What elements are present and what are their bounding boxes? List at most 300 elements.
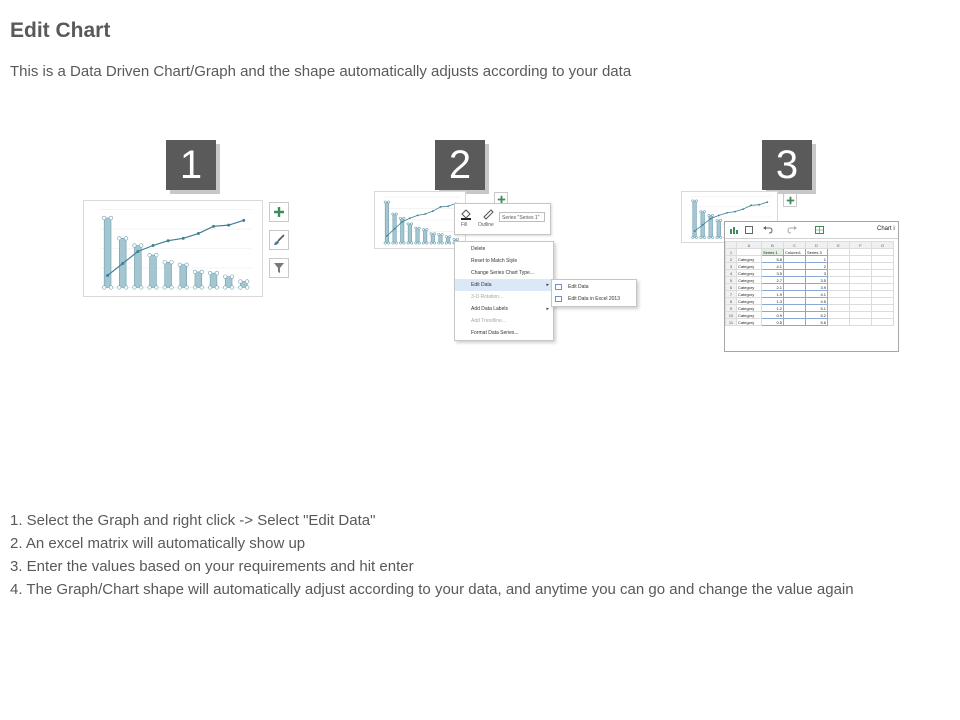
- bar: [408, 224, 411, 243]
- line-point: [718, 215, 720, 217]
- bar-handle: [392, 242, 394, 244]
- line-point: [726, 212, 728, 214]
- table-cell[interactable]: 4.1: [762, 263, 784, 270]
- bar-handle: [410, 242, 412, 244]
- table-cell[interactable]: 3.5: [762, 270, 784, 277]
- table-cell[interactable]: 3.5: [806, 277, 828, 284]
- table-cell[interactable]: [850, 298, 872, 305]
- bar-handle: [399, 217, 401, 219]
- line-point: [440, 206, 442, 208]
- table-cell[interactable]: [850, 277, 872, 284]
- bar-handle: [139, 244, 143, 248]
- bar-handle: [124, 237, 128, 241]
- bar-handle: [711, 214, 713, 216]
- bar-handle: [395, 242, 397, 244]
- line-point: [409, 217, 411, 219]
- table-cell[interactable]: [828, 291, 850, 298]
- bar-handle: [193, 286, 197, 290]
- table-cell[interactable]: Series 1: [762, 249, 784, 256]
- bar-handle: [395, 213, 397, 215]
- table-cell[interactable]: [872, 256, 894, 263]
- bar-handle: [426, 242, 428, 244]
- context-menu-items: [455, 242, 553, 340]
- bar-handle: [422, 242, 424, 244]
- bar-handle: [133, 244, 137, 248]
- table-cell[interactable]: [850, 305, 872, 312]
- bar-handle: [415, 242, 417, 244]
- bar-handle: [449, 242, 451, 244]
- bar-handle: [430, 242, 432, 244]
- submenu-item-label: Edit Data: [568, 284, 589, 290]
- table-cell[interactable]: [828, 305, 850, 312]
- bar: [210, 273, 217, 287]
- context-menu: [454, 241, 554, 341]
- bar-handle: [418, 242, 420, 244]
- line-point: [710, 218, 712, 220]
- column-header[interactable]: F: [850, 242, 872, 249]
- excel-data-window[interactable]: [724, 221, 899, 352]
- line-point: [394, 228, 396, 230]
- table-cell[interactable]: 5.8: [762, 256, 784, 263]
- submenu-item-edit-data[interactable]: [552, 281, 636, 293]
- table-cell[interactable]: 0.5: [762, 319, 784, 326]
- context-menu-item: [455, 315, 553, 327]
- table-cell[interactable]: [784, 305, 806, 312]
- table-cell[interactable]: [828, 284, 850, 291]
- column-header[interactable]: A: [737, 242, 762, 249]
- line-point: [742, 208, 744, 210]
- table-row: [726, 312, 894, 319]
- bar-handle: [403, 242, 405, 244]
- bar-handle: [392, 213, 394, 215]
- bar: [165, 262, 172, 287]
- corner-cell[interactable]: [726, 242, 737, 249]
- redo-icon[interactable]: [787, 226, 797, 234]
- table-cell[interactable]: [850, 249, 872, 256]
- table-cell[interactable]: 5.2: [806, 312, 828, 319]
- bar: [717, 220, 721, 237]
- table-cell[interactable]: [850, 291, 872, 298]
- table-cell[interactable]: [850, 312, 872, 319]
- table-cell[interactable]: 5.1: [806, 305, 828, 312]
- table-cell[interactable]: [784, 256, 806, 263]
- chart-filters-button[interactable]: [269, 258, 289, 278]
- table-cell[interactable]: [784, 312, 806, 319]
- bar-handle: [410, 223, 412, 225]
- bar-handle: [403, 217, 405, 219]
- table-cell[interactable]: [872, 249, 894, 256]
- table-cell[interactable]: 0.9: [762, 312, 784, 319]
- bar: [416, 228, 419, 243]
- bar-handle: [239, 280, 243, 284]
- bar-handle: [716, 236, 718, 238]
- line-point: [401, 221, 403, 223]
- submenu-arrow-icon: ▸: [546, 282, 549, 288]
- table-cell[interactable]: 1.9: [762, 291, 784, 298]
- context-menu-item-label: Format Data Series...: [471, 330, 519, 336]
- plus-icon: [786, 196, 795, 205]
- table-cell[interactable]: Category: [737, 270, 762, 277]
- plus-icon: [273, 206, 285, 218]
- bar: [423, 230, 426, 243]
- row-number[interactable]: 2: [726, 256, 737, 263]
- bar-handle: [109, 216, 113, 220]
- bar-handle: [695, 236, 697, 238]
- bar-handle: [388, 201, 390, 203]
- bar-handle: [185, 286, 189, 290]
- table-cell[interactable]: [872, 312, 894, 319]
- bar-handle: [716, 219, 718, 221]
- table-cell[interactable]: [872, 284, 894, 291]
- table-cell[interactable]: 5.6: [806, 319, 828, 326]
- row-number[interactable]: 5: [726, 277, 737, 284]
- table-cell[interactable]: [784, 319, 806, 326]
- table-cell[interactable]: Category: [737, 284, 762, 291]
- table-row: [726, 277, 894, 284]
- row-number[interactable]: 11: [726, 319, 737, 326]
- bar-handle: [102, 216, 106, 220]
- table-row: [726, 284, 894, 291]
- bar-handle: [139, 286, 143, 290]
- table-cell[interactable]: 3.9: [806, 284, 828, 291]
- line-point: [197, 232, 200, 235]
- chart-icon: [730, 226, 738, 234]
- brush-icon: [273, 234, 285, 246]
- bar-handle: [200, 286, 204, 290]
- submenu-item-edit-data-excel[interactable]: [552, 293, 636, 305]
- edit-data-submenu: [551, 279, 637, 307]
- bar-handle: [692, 236, 694, 238]
- line-point: [182, 237, 185, 240]
- bar-handle: [215, 271, 219, 275]
- line-point: [758, 204, 760, 206]
- row-number[interactable]: 9: [726, 305, 737, 312]
- table-cell[interactable]: [850, 270, 872, 277]
- row-number[interactable]: 6: [726, 284, 737, 291]
- line-point: [694, 230, 696, 232]
- pen-icon: [482, 209, 494, 220]
- table-cell[interactable]: [850, 284, 872, 291]
- page-title: Edit Chart: [10, 19, 111, 42]
- table-cell[interactable]: 1.3: [762, 298, 784, 305]
- bar-handle: [399, 242, 401, 244]
- table-row: [726, 319, 894, 326]
- step-3-chart-elements-button[interactable]: [783, 193, 797, 207]
- bar-handle: [700, 211, 702, 213]
- line-point: [121, 262, 124, 265]
- bar-handle: [245, 286, 249, 290]
- bar-handle: [109, 286, 113, 290]
- submenu-item-label: Edit Data in Excel 2013: [568, 296, 620, 302]
- table-cell[interactable]: [784, 277, 806, 284]
- line-point: [386, 235, 388, 237]
- bar-handle: [720, 236, 722, 238]
- step-1-chart-frame[interactable]: [83, 200, 263, 297]
- line-point: [227, 224, 230, 227]
- table-cell[interactable]: [850, 263, 872, 270]
- table-cell[interactable]: [828, 270, 850, 277]
- line-point: [106, 274, 109, 277]
- line-series: [108, 220, 244, 275]
- context-menu-item[interactable]: [455, 279, 553, 291]
- context-menu-item[interactable]: [455, 327, 553, 339]
- line-point: [424, 213, 426, 215]
- bar: [104, 218, 111, 288]
- bar-handle: [438, 242, 440, 244]
- column-header[interactable]: D: [806, 242, 828, 249]
- table-cell[interactable]: [828, 298, 850, 305]
- table-cell[interactable]: Category: [737, 312, 762, 319]
- table-cell[interactable]: Category: [737, 263, 762, 270]
- table-cell[interactable]: [784, 284, 806, 291]
- table-icon: [555, 284, 562, 290]
- table-row: [726, 305, 894, 312]
- step-1-badge: 1: [166, 140, 216, 190]
- undo-icon[interactable]: [763, 226, 773, 234]
- bar: [150, 255, 157, 287]
- table-cell[interactable]: Category: [737, 291, 762, 298]
- table-cell[interactable]: [828, 256, 850, 263]
- bar-handle: [118, 237, 122, 241]
- instruction-1: 1. Select the Graph and right click -> Select "Edit Data": [10, 512, 376, 529]
- bar-handle: [223, 275, 227, 279]
- bar-handle: [230, 286, 234, 290]
- table-cell[interactable]: Series 3: [806, 249, 828, 256]
- context-menu-item-label: 3-D Rotation...: [471, 294, 504, 300]
- line-point: [432, 210, 434, 212]
- submenu-arrow-icon: ▸: [546, 306, 549, 312]
- column-header-row: [726, 242, 894, 249]
- table-cell[interactable]: Category: [737, 277, 762, 284]
- table-row: [726, 249, 894, 256]
- instruction-4: 4. The Graph/Chart shape will automatically adjust according to your data, and anytime you can go and change the value again: [10, 581, 854, 598]
- save-icon[interactable]: [745, 226, 753, 234]
- bar: [195, 272, 202, 288]
- step-1-chart[interactable]: [84, 201, 262, 296]
- chart-elements-button[interactable]: [269, 202, 289, 222]
- step-2-chart[interactable]: [375, 192, 468, 248]
- row-number[interactable]: 4: [726, 270, 737, 277]
- bar-handle: [426, 228, 428, 230]
- bar-handle: [692, 200, 694, 202]
- line-point: [151, 244, 154, 247]
- table-cell[interactable]: 4.1: [806, 291, 828, 298]
- line-point: [766, 201, 768, 203]
- step-3-badge: 3: [762, 140, 812, 190]
- table-cell[interactable]: Category: [737, 298, 762, 305]
- paint-bucket-icon: [460, 209, 472, 220]
- table-cell[interactable]: [872, 277, 894, 284]
- instruction-2: 2. An excel matrix will automatically show up: [10, 535, 306, 552]
- table-cell[interactable]: [872, 305, 894, 312]
- table-cell[interactable]: [737, 249, 762, 256]
- chart-styles-button[interactable]: [269, 230, 289, 250]
- bar-handle: [430, 233, 432, 235]
- table-cell[interactable]: [784, 263, 806, 270]
- outline-label: Outline: [478, 222, 494, 228]
- table-row: [726, 263, 894, 270]
- context-menu-item-label: Change Series Chart Type...: [471, 270, 534, 276]
- excel-grid-icon[interactable]: [815, 226, 824, 234]
- line-point: [702, 224, 704, 226]
- bar-handle: [124, 286, 128, 290]
- table-cell[interactable]: [784, 298, 806, 305]
- bar-handle: [384, 201, 386, 203]
- table-cell[interactable]: Category: [737, 319, 762, 326]
- column-header[interactable]: E: [828, 242, 850, 249]
- bar-handle: [215, 286, 219, 290]
- context-menu-item-label: Edit Data: [471, 282, 492, 288]
- line-point: [447, 205, 449, 207]
- context-menu-item-label: Reset to Match Style: [471, 258, 518, 264]
- bar-handle: [708, 236, 710, 238]
- table-cell[interactable]: [784, 270, 806, 277]
- context-menu-item[interactable]: [455, 243, 553, 255]
- table-cell[interactable]: 2: [806, 263, 828, 270]
- row-number[interactable]: 3: [726, 263, 737, 270]
- bar-handle: [441, 233, 443, 235]
- bar-handle: [433, 242, 435, 244]
- context-menu-item[interactable]: [455, 267, 553, 279]
- row-number[interactable]: 7: [726, 291, 737, 298]
- line-point: [242, 219, 245, 222]
- column-header[interactable]: G: [872, 242, 894, 249]
- bar-handle: [438, 233, 440, 235]
- line-point: [167, 239, 170, 242]
- bar-handle: [155, 253, 159, 257]
- bar-handle: [163, 286, 167, 290]
- bar-handle: [208, 271, 212, 275]
- table-cell[interactable]: [784, 291, 806, 298]
- table-cell[interactable]: 1.2: [762, 305, 784, 312]
- bar-handle: [441, 242, 443, 244]
- table-cell[interactable]: [850, 319, 872, 326]
- table-cell[interactable]: [828, 263, 850, 270]
- line-point: [212, 225, 215, 228]
- bar-handle: [245, 280, 249, 284]
- column-header[interactable]: C: [784, 242, 806, 249]
- format-toolbar: [454, 203, 551, 235]
- table-cell[interactable]: [872, 319, 894, 326]
- table-cell[interactable]: 2.1: [762, 284, 784, 291]
- table-cell[interactable]: [828, 312, 850, 319]
- context-menu-item-label: Delete: [471, 246, 486, 252]
- table-cell[interactable]: 3: [806, 270, 828, 277]
- table-cell[interactable]: [872, 298, 894, 305]
- bar-handle: [449, 236, 451, 238]
- bar-handle: [407, 242, 409, 244]
- row-number[interactable]: 8: [726, 298, 737, 305]
- line-point: [136, 250, 139, 253]
- bar: [180, 265, 187, 288]
- filter-icon: [273, 262, 285, 274]
- fill-label: Fill: [461, 222, 468, 228]
- table-row: [726, 298, 894, 305]
- table-icon: [555, 296, 562, 302]
- bar-handle: [239, 286, 243, 290]
- bar-handle: [720, 219, 722, 221]
- bar-handle: [711, 236, 713, 238]
- table-cell[interactable]: 1: [806, 256, 828, 263]
- table-cell[interactable]: [872, 263, 894, 270]
- context-menu-item-label: Add Trendline...: [471, 318, 507, 324]
- bar-handle: [200, 270, 204, 274]
- table-row: [726, 291, 894, 298]
- context-menu-item[interactable]: [455, 303, 553, 315]
- bar-handle: [703, 211, 705, 213]
- excel-grid[interactable]: [725, 241, 894, 326]
- bar-handle: [415, 227, 417, 229]
- bar-handle: [384, 242, 386, 244]
- bar-handle: [133, 286, 137, 290]
- bar-handle: [223, 286, 227, 290]
- bar-handle: [163, 261, 167, 265]
- step-2-badge: 2: [435, 140, 485, 190]
- table-cell[interactable]: Category: [737, 305, 762, 312]
- series-select[interactable]: [499, 212, 545, 222]
- context-menu-item-label: Add Data Labels: [471, 306, 508, 312]
- bar-handle: [703, 236, 705, 238]
- context-menu-item[interactable]: [455, 255, 553, 267]
- bar-handle: [695, 200, 697, 202]
- row-number[interactable]: 10: [726, 312, 737, 319]
- bar-handle: [148, 286, 152, 290]
- table-cell[interactable]: [872, 291, 894, 298]
- table-cell[interactable]: [828, 277, 850, 284]
- column-header[interactable]: B: [762, 242, 784, 249]
- bar: [385, 202, 388, 243]
- bar-handle: [208, 286, 212, 290]
- bar-handle: [170, 261, 174, 265]
- step-2-chart-frame[interactable]: [374, 191, 466, 249]
- series-select-label: Series "Series 1": [502, 215, 540, 221]
- context-menu-item: [455, 291, 553, 303]
- bar-handle: [102, 286, 106, 290]
- bar-handle: [388, 242, 390, 244]
- line-point: [750, 204, 752, 206]
- table-cell[interactable]: [828, 249, 850, 256]
- table-row: [726, 256, 894, 263]
- table-cell[interactable]: Column1: [784, 249, 806, 256]
- excel-titlebar: [725, 222, 898, 239]
- instruction-3: 3. Enter the values based on your requirements and hit enter: [10, 558, 414, 575]
- table-cell[interactable]: 2.7: [762, 277, 784, 284]
- bar-handle: [155, 286, 159, 290]
- bar-handle: [433, 233, 435, 235]
- bar-handle: [193, 270, 197, 274]
- bar-handle: [700, 236, 702, 238]
- bar-handle: [148, 253, 152, 257]
- row-number[interactable]: 1: [726, 249, 737, 256]
- bar-handle: [407, 223, 409, 225]
- instructions: [10, 509, 940, 601]
- bar-handle: [185, 263, 189, 267]
- table-cell[interactable]: [850, 256, 872, 263]
- bar-handle: [708, 214, 710, 216]
- excel-window-title: Chart i: [877, 226, 895, 232]
- table-cell[interactable]: Category: [737, 256, 762, 263]
- line-point: [417, 215, 419, 217]
- bar-handle: [170, 286, 174, 290]
- bar: [431, 234, 434, 243]
- bar-handle: [445, 236, 447, 238]
- table-cell[interactable]: [872, 270, 894, 277]
- bar-handle: [418, 227, 420, 229]
- bar-handle: [422, 228, 424, 230]
- bar-handle: [445, 242, 447, 244]
- table-cell[interactable]: 4.5: [806, 298, 828, 305]
- table-cell[interactable]: [828, 319, 850, 326]
